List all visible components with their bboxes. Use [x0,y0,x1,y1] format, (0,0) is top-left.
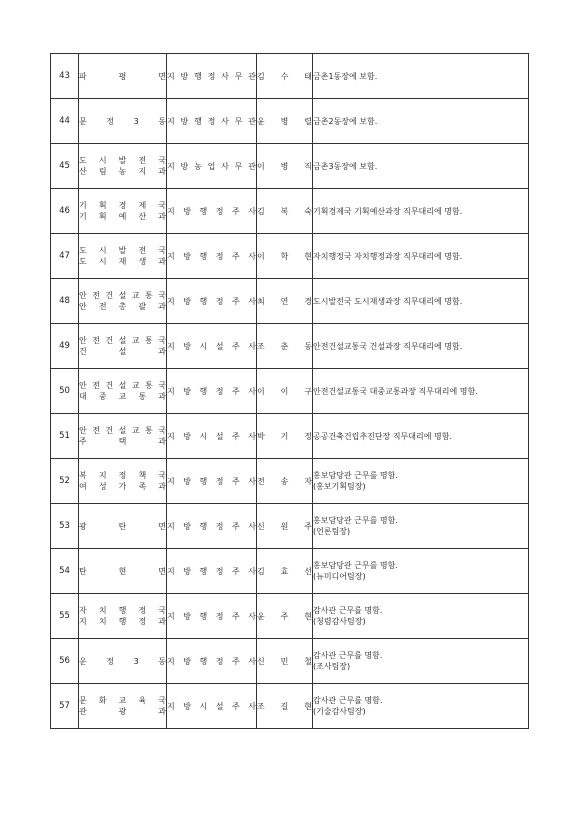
department-cell [79,189,167,234]
rank-cell [167,459,257,504]
rank-cell [167,414,257,459]
table-row [51,144,529,189]
text-line: 문 정 3 동 [79,116,166,126]
personnel-table-body [51,54,529,729]
remarks-line: (조사팀장) [313,662,351,671]
remarks-cell [313,234,529,279]
remarks-cell [313,594,529,639]
table-row [51,189,529,234]
remarks-line: 공공건축건립추진단장 직무대리에 명함. [313,431,453,441]
remarks-line: 홍보담당관 근무를 명함. [313,471,398,480]
department-cell [79,54,167,99]
text-line: 전 송 자 [257,476,312,486]
text-line: 지 방 행 정 주 사 [167,656,256,666]
row-number: 46 [51,189,79,234]
remarks-line: 홍보담당관 근무를 명함. [313,516,398,525]
row-number: 50 [51,369,79,414]
text-line: 윤 병 렬 [257,116,312,126]
remarks-cell [313,54,529,99]
row-number: 45 [51,144,79,189]
remarks-cell [313,414,529,459]
remarks-line: 금촌3동장에 보함. [313,161,378,171]
text-line: 최 연 경 [257,296,312,306]
department-cell [79,639,167,684]
text-line: 김 효 선 [257,566,312,576]
text-line: 지 방 행 정 사 무 관 [167,71,256,81]
text-line: 복 지 정 책 국 [79,471,166,480]
text-line: 도 시 발 전 국 [79,246,166,255]
remarks-cell [313,99,529,144]
remarks-line: 감사관 근무를 명함. [313,651,383,660]
text-line: 여 성 가 족 과 [79,482,166,491]
name-cell [257,504,313,549]
text-line: 조 춘 동 [257,341,312,351]
text-line: 도 시 재 생 과 [79,257,166,266]
department-cell [79,504,167,549]
text-line: 이 이 구 [257,386,312,396]
text-line: 광 탄 면 [79,521,166,531]
remarks-line: 금촌2동장에 보함. [313,116,378,126]
remarks-cell [313,324,529,369]
rank-cell [167,234,257,279]
text-line: 김 수 태 [257,71,312,81]
text-line: 안 전 건 설 교 통 국 [79,291,166,300]
text-line: 탄 현 면 [79,566,166,576]
name-cell [257,54,313,99]
remarks-cell [313,279,529,324]
row-number: 47 [51,234,79,279]
department-cell [79,369,167,414]
table-row [51,99,529,144]
name-cell [257,99,313,144]
rank-cell [167,504,257,549]
row-number: 49 [51,324,79,369]
remarks-line: 자치행정국 자치행정과장 직무대리에 명함. [313,251,463,261]
rank-cell [167,594,257,639]
remarks-cell [313,369,529,414]
text-line: 지 방 시 설 주 사 [167,431,256,441]
rank-cell [167,54,257,99]
rank-cell [167,324,257,369]
text-line: 도 시 발 전 국 [79,156,166,165]
remarks-line: 기획경제국 기획예산과장 직무대리에 명함. [313,206,463,216]
table-row [51,369,529,414]
department-cell [79,594,167,639]
row-number: 57 [51,684,79,729]
table-row [51,414,529,459]
department-cell [79,324,167,369]
text-line: 박 기 정 [257,431,312,441]
table-row [51,549,529,594]
name-cell [257,144,313,189]
text-line: 문 화 교 육 국 [79,696,166,705]
table-row [51,684,529,729]
text-line: 윤 주 현 [257,611,312,621]
name-cell [257,684,313,729]
name-cell [257,324,313,369]
department-cell [79,234,167,279]
remarks-cell [313,639,529,684]
remarks-cell [313,504,529,549]
text-line: 조 길 현 [257,701,312,711]
row-number: 56 [51,639,79,684]
rank-cell [167,99,257,144]
rank-cell [167,639,257,684]
text-line: 이 학 현 [257,251,312,261]
text-line: 지 방 행 정 주 사 [167,251,256,261]
table-row [51,459,529,504]
text-line: 기 획 예 산 과 [79,212,166,221]
department-cell [79,684,167,729]
text-line: 지 치 행 정 과 [79,617,166,626]
department-cell [79,99,167,144]
name-cell [257,189,313,234]
text-line: 지 방 시 설 주 사 [167,341,256,351]
row-number: 51 [51,414,79,459]
name-cell [257,414,313,459]
row-number: 43 [51,54,79,99]
text-line: 지 방 시 설 주 사 [167,701,256,711]
department-cell [79,414,167,459]
text-line: 지 방 행 정 주 사 [167,566,256,576]
remarks-line: (기술감사팀장) [313,707,366,716]
remarks-line: 감사관 근무를 명함. [313,696,383,705]
remarks-line: 금촌1동장에 보함. [313,71,378,81]
text-line: 파 평 면 [79,71,166,81]
remarks-line: (홍보기획팀장) [313,482,366,491]
row-number: 54 [51,549,79,594]
text-line: 지 방 행 정 주 사 [167,476,256,486]
department-cell [79,279,167,324]
text-line: 신 민 철 [257,656,312,666]
remarks-line: 홍보담당관 근무를 명함. [313,561,398,570]
remarks-line: 도시발전국 도시재생과장 직무대리에 명함. [313,296,463,306]
row-number: 53 [51,504,79,549]
remarks-line: 안전건설교통국 대중교통과장 직무대리에 명함. [313,386,478,396]
text-line: 기 획 경 제 국 [79,201,166,210]
text-line: 안 전 건 설 교 통 국 [79,336,166,345]
remarks-line: (뉴미디어팀장) [313,572,366,581]
name-cell [257,594,313,639]
table-row [51,594,529,639]
row-number: 52 [51,459,79,504]
remarks-cell [313,459,529,504]
text-line: 지 방 행 정 주 사 [167,386,256,396]
personnel-table [50,53,529,729]
text-line: 안 전 건 설 교 통 국 [79,426,166,435]
rank-cell [167,684,257,729]
text-line: 안 전 총 괄 과 [79,302,166,311]
table-row [51,504,529,549]
text-line: 주 택 과 [79,437,166,446]
remarks-cell [313,684,529,729]
name-cell [257,639,313,684]
name-cell [257,279,313,324]
text-line: 지 방 행 정 주 사 [167,206,256,216]
text-line: 신 원 주 [257,521,312,531]
table-row [51,54,529,99]
row-number: 44 [51,99,79,144]
department-cell [79,459,167,504]
name-cell [257,234,313,279]
name-cell [257,459,313,504]
text-line: 건 설 과 [79,347,166,356]
remarks-line: (청렴감사팀장) [313,617,366,626]
row-number: 55 [51,594,79,639]
text-line: 안 전 건 설 교 통 국 [79,381,166,390]
text-line: 운 정 3 동 [79,656,166,666]
text-line: 이 병 직 [257,161,312,171]
row-number: 48 [51,279,79,324]
text-line: 지 방 행 정 주 사 [167,296,256,306]
table-row [51,234,529,279]
remarks-cell [313,144,529,189]
remarks-line: (언론팀장) [313,527,351,536]
text-line: 산 림 농 지 과 [79,167,166,176]
remarks-cell [313,549,529,594]
remarks-cell [313,189,529,234]
text-line: 지 방 농 업 사 무 관 [167,161,256,171]
text-line: 김 복 숙 [257,206,312,216]
rank-cell [167,189,257,234]
table-row [51,279,529,324]
rank-cell [167,369,257,414]
remarks-line: 안전건설교통국 건설과장 직무대리에 명함. [313,341,463,351]
text-line: 자 치 행 정 국 [79,606,166,615]
name-cell [257,549,313,594]
rank-cell [167,144,257,189]
text-line: 대 중 교 통 과 [79,392,166,401]
remarks-line: 감사관 근무를 명함. [313,606,383,615]
department-cell [79,144,167,189]
text-line: 지 방 행 정 주 사 [167,521,256,531]
rank-cell [167,549,257,594]
text-line: 지 방 행 정 사 무 관 [167,116,256,126]
text-line: 지 방 행 정 주 사 [167,611,256,621]
name-cell [257,369,313,414]
rank-cell [167,279,257,324]
table-row [51,324,529,369]
table-row [51,639,529,684]
department-cell [79,549,167,594]
text-line: 관 광 과 [79,707,166,716]
